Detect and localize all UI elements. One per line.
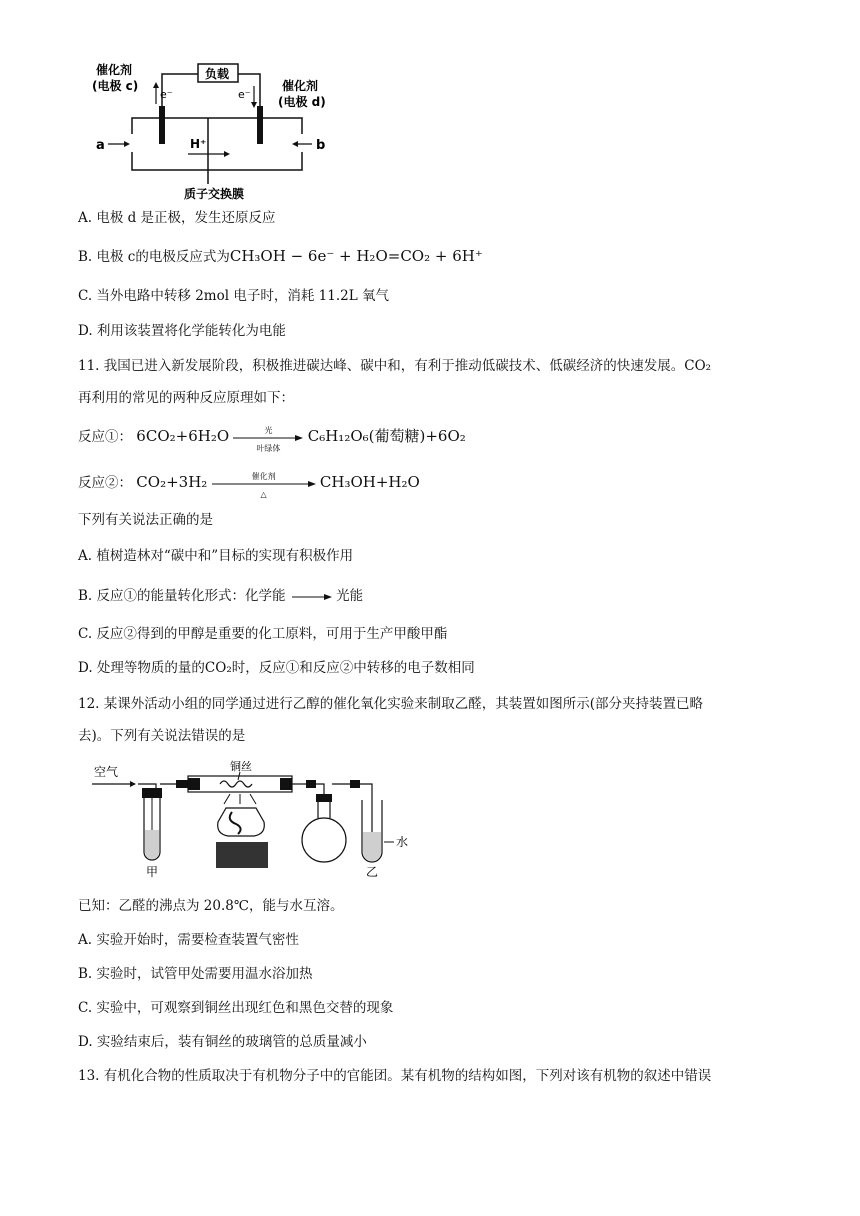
catalyst-right-label: 催化剂	[282, 79, 319, 93]
reaction-1-arrow	[233, 425, 303, 453]
catalyst-left-label: 催化剂	[96, 63, 133, 77]
reaction-2-condition-top: 催化剂	[251, 471, 276, 481]
q11-reaction-2	[78, 471, 420, 499]
q11-stem-2: 再利用的常见的两种反应原理如下：	[78, 390, 294, 406]
q11-reaction-1	[78, 425, 466, 453]
q12-stem-1: 12. 某课外活动小组的同学通过进行乙醇的催化氧化实验来制取乙醛，其装置如图所示(部分夹持装置已略	[78, 696, 704, 712]
fuel-cell-diagram	[88, 58, 348, 202]
water-label: 水	[396, 835, 409, 849]
q11-option-b-post: 光能	[336, 588, 364, 604]
q11-option-c: C. 反应②得到的甲醇是重要的化工原料，可用于生产甲酸甲酯	[78, 626, 448, 642]
reaction-2-label: 反应②：	[78, 475, 132, 491]
reaction-2-arrow	[212, 471, 316, 499]
electron-right: e⁻	[238, 88, 251, 101]
inlet-b-label: b	[316, 138, 326, 153]
alcohol-lamp	[218, 808, 265, 836]
glass-tube	[188, 776, 292, 792]
apparatus-diagram	[80, 760, 420, 882]
q11-option-b-pre: B. 反应①的能量转化形式：化学能	[78, 588, 286, 604]
q11-ask: 下列有关说法正确的是	[78, 512, 213, 528]
q11-option-d: D. 处理等物质的量的CO₂时，反应①和反应②中转移的电子数相同	[78, 660, 475, 676]
q12-known: 已知：乙醛的沸点为 20.8℃，能与水互溶。	[78, 898, 344, 914]
reaction-1-condition-top: 光	[264, 425, 273, 435]
yi-label: 乙	[366, 865, 379, 879]
membrane-label: 质子交换膜	[184, 187, 245, 201]
electrode-c	[159, 106, 165, 144]
q12-option-c: C. 实验中，可观察到铜丝出现红色和黑色交替的现象	[78, 1000, 394, 1016]
q12-option-a: A. 实验开始时，需要检查装置气密性	[78, 932, 299, 948]
reaction-2-condition-bottom: △	[260, 489, 267, 499]
q10-option-c: C. 当外电路中转移 2mol 电子时，消耗 11.2L 氧气	[78, 288, 389, 304]
air-label: 空气	[94, 765, 119, 779]
q11-option-a: A. 植树造林对“碳中和”目标的实现有积极作用	[78, 548, 354, 564]
q12-option-d: D. 实验结束后，装有铜丝的玻璃管的总质量减小	[78, 1034, 367, 1050]
q10-option-a: A. 电极 d 是正极，发生还原反应	[78, 210, 276, 226]
flask	[302, 818, 346, 862]
proton-label: H⁺	[190, 137, 207, 151]
reaction-2-reactants: CO₂+3H₂	[136, 473, 208, 491]
electrode-left-label: (电极 c)	[92, 79, 139, 93]
load-label: 负载	[205, 67, 230, 81]
q13-stem-1: 13. 有机化合物的性质取决于有机物分子中的官能团。某有机物的结构如图，下列对该有机物的叙述中错误	[78, 1068, 712, 1084]
reaction-2-products: CH₃OH+H₂O	[319, 473, 420, 491]
inlet-a-label: a	[96, 138, 105, 153]
q12-option-b: B. 实验时，试管甲处需要用温水浴加热	[78, 966, 313, 982]
copper-label: 铜丝	[230, 760, 252, 773]
q12-stem-2: 去)。下列有关说法错误的是	[78, 728, 246, 744]
reaction-1-label: 反应①：	[78, 429, 132, 445]
reaction-1-reactants: 6CO₂+6H₂O	[136, 427, 230, 445]
jia-label: 甲	[146, 865, 159, 879]
q10-option-b	[78, 246, 483, 267]
q10-option-d: D. 利用该装置将化学能转化为电能	[78, 323, 286, 339]
energy-arrow	[290, 592, 332, 602]
q10-option-b-text: B. 电极 c的电极反应式为	[78, 249, 230, 265]
q11-stem-1: 11. 我国已进入新发展阶段，积极推进碳达峰、碳中和，有利于推动低碳技术、低碳经济的快速发展。CO₂	[78, 358, 712, 374]
reaction-1-condition-bottom: 叶绿体	[256, 443, 281, 453]
lamp-base	[216, 842, 268, 868]
q11-option-b	[78, 586, 363, 606]
reaction-1-products: C₆H₁₂O₆(葡萄糖)+6O₂	[307, 427, 466, 445]
q10-option-b-equation: CH₃OH − 6e⁻ + H₂O=CO₂ + 6H⁺	[229, 247, 483, 265]
electrode-right-label: (电极 d)	[278, 95, 326, 109]
electron-left: e⁻	[160, 88, 173, 101]
electrode-d	[257, 106, 263, 144]
